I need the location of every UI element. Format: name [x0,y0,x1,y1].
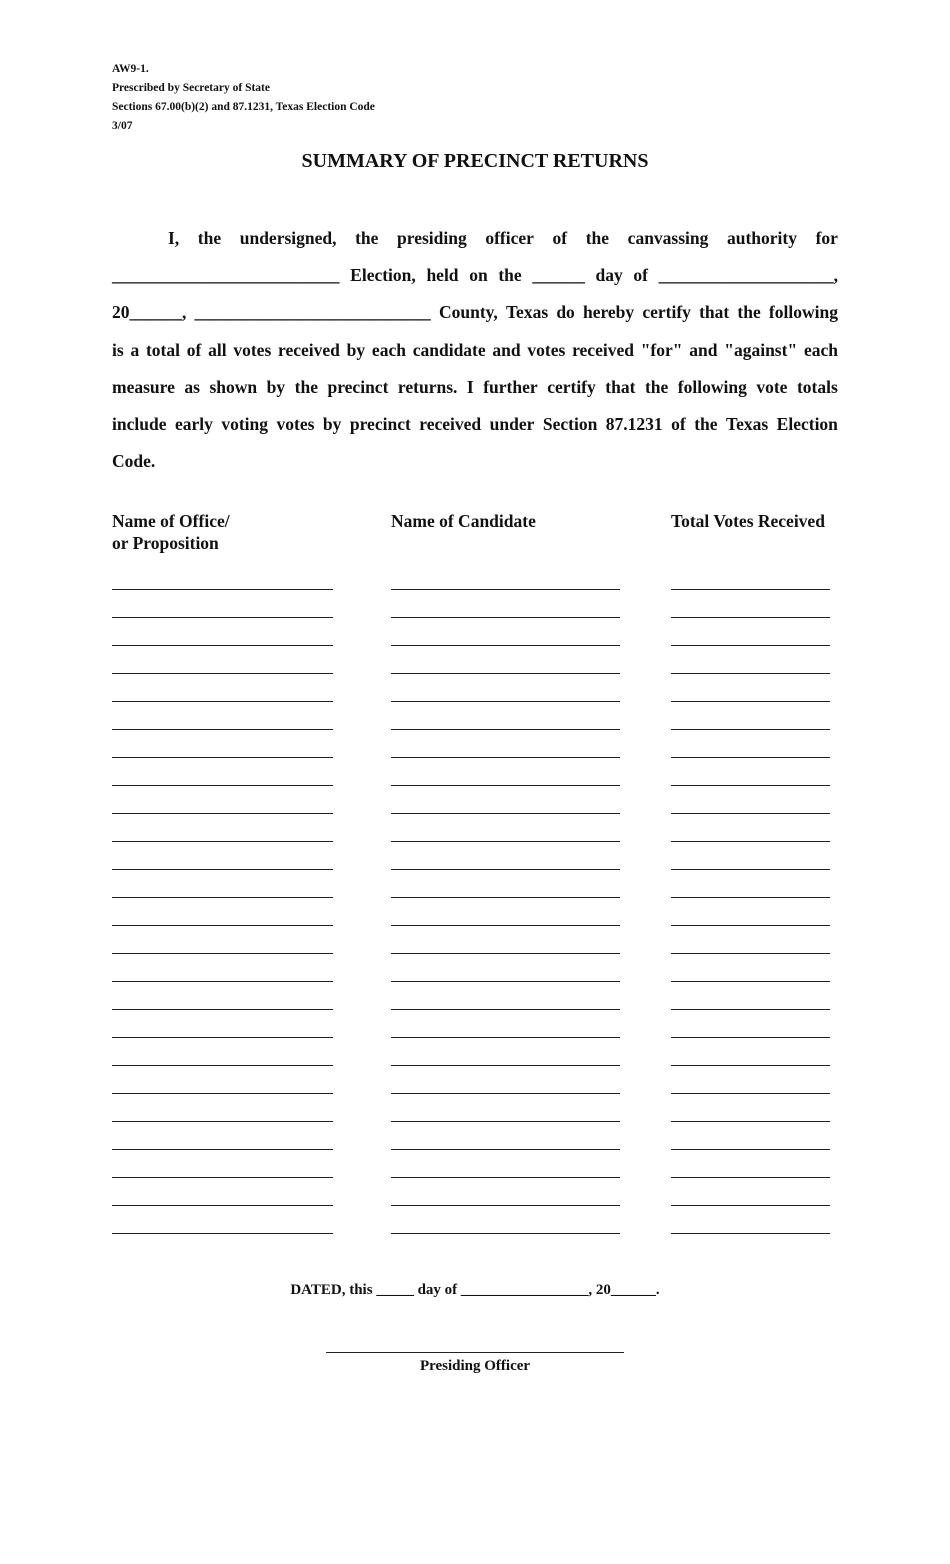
certification-word: authority [727,228,797,248]
candidate-entry-line[interactable] [391,785,620,786]
candidate-entry-line[interactable] [391,1037,620,1038]
office-entry-line[interactable] [112,1205,333,1206]
candidate-entry-line[interactable] [391,701,620,702]
candidate-entry-line[interactable] [391,589,620,590]
certification-word: following [768,302,838,323]
votes-entry-line[interactable] [671,897,830,898]
office-entry-line[interactable] [112,1037,333,1038]
office-entry-line[interactable] [112,1149,333,1150]
office-entry-line[interactable] [112,981,333,982]
certification-word: I [466,376,474,397]
certification-word: "against" [724,339,798,360]
column-header-votes: Total Votes Received [671,511,825,531]
certification-word: shown [209,376,258,397]
certification-word: votes [233,339,272,360]
office-entry-line[interactable] [112,1233,333,1234]
certification-line-6 [112,406,838,443]
votes-entry-line[interactable] [671,813,830,814]
certification-word: the [644,376,669,397]
certification-word: County, [438,302,498,323]
candidate-entry-line[interactable] [391,841,620,842]
certification-word: day [595,265,623,286]
candidate-entry-line[interactable] [391,1233,620,1234]
office-entry-line[interactable] [112,925,333,926]
office-entry-line[interactable] [112,673,333,674]
column-header-office-line-2: or Proposition [112,533,219,553]
certification-word: canvassing [627,228,709,248]
certification-paragraph [112,220,838,480]
candidate-entry-line[interactable] [391,617,620,618]
signature-line[interactable] [326,1352,624,1353]
candidate-entry-line[interactable] [391,1149,620,1150]
certification-word: Texas [726,413,769,434]
certification-word: the [294,376,318,397]
certification-word: "for" [640,339,683,360]
certification-word: received [278,339,340,360]
certification-word: received [419,413,482,434]
votes-entry-line[interactable] [671,1121,830,1122]
votes-entry-line[interactable] [671,1205,830,1206]
statute-sections: Sections 67.00(b)(2) and 87.1231, Texas Election Code [112,101,375,113]
office-entry-line[interactable] [112,785,333,786]
votes-entry-line[interactable] [671,841,830,842]
votes-entry-line[interactable] [671,869,830,870]
certification-word: that [605,376,636,397]
candidate-entry-line[interactable] [391,1177,620,1178]
certification-line-5 [112,369,838,406]
certification-word: measure [112,376,175,397]
certification-word: by [322,413,342,434]
certification-word: certify [642,302,691,323]
certification-word: and [492,339,521,360]
office-entry-line[interactable] [112,617,333,618]
candidate-entry-line[interactable] [391,813,620,814]
office-entry-line[interactable] [112,1009,333,1010]
votes-entry-line[interactable] [671,1065,830,1066]
certification-word: under [489,413,535,434]
certification-word: total [145,339,180,360]
office-entry-line[interactable] [112,869,333,870]
office-entry-line[interactable] [112,701,333,702]
office-entry-line[interactable] [112,841,333,842]
candidate-entry-line[interactable] [391,953,620,954]
certification-word: candidate [412,339,486,360]
candidate-entry-line[interactable] [391,1121,620,1122]
certification-word[interactable]: ____________________, [658,265,838,286]
office-entry-line[interactable] [112,1093,333,1094]
certification-word: precinct [327,376,389,397]
certification-word: votes [527,339,566,360]
dated-line: DATED, this _____ day of _________________, 20______. [290,1282,660,1298]
certification-word: undersigned, [239,228,337,248]
certification-word: each [371,339,406,360]
certification-word: Election, [350,265,416,286]
office-entry-line[interactable] [112,729,333,730]
candidate-entry-line[interactable] [391,1009,620,1010]
certification-word: early [174,413,213,434]
certification-word: 87.1231 [605,413,663,434]
form-revision: 3/07 [112,120,133,132]
certification-word: the [498,265,522,286]
votes-entry-line[interactable] [671,953,830,954]
votes-entry-line[interactable] [671,645,830,646]
office-entry-line[interactable] [112,813,333,814]
certification-word: totals [796,376,838,397]
certification-word[interactable]: ___________________________ [194,302,431,323]
certification-word: include [112,413,167,434]
candidate-entry-line[interactable] [391,1065,620,1066]
office-entry-line[interactable] [112,897,333,898]
office-entry-line[interactable] [112,953,333,954]
votes-entry-line[interactable] [671,589,830,590]
certification-word: of [671,413,686,434]
certification-word[interactable]: __________________________ [112,265,340,286]
certification-line-4 [112,332,838,369]
office-entry-line[interactable] [112,645,333,646]
votes-entry-line[interactable] [671,729,830,730]
office-entry-line[interactable] [112,1121,333,1122]
certification-word: votes [276,413,315,434]
certification-word[interactable]: ______ [532,265,585,286]
votes-entry-line[interactable] [671,617,830,618]
certification-word: as [184,376,200,397]
prescribed-by: Prescribed by Secretary of State [112,82,270,94]
certification-word: on [469,265,488,286]
votes-entry-line[interactable] [671,1009,830,1010]
certification-word: is [112,339,124,360]
certification-line-1 [112,220,838,257]
certification-word: hereby [582,302,635,323]
certification-word: received [572,339,634,360]
certification-word: by [266,376,286,397]
office-entry-line[interactable] [112,1065,333,1066]
certification-word: certify [547,376,596,397]
certification-word: each [803,339,838,360]
votes-entry-line[interactable] [671,925,830,926]
candidate-entry-line[interactable] [391,757,620,758]
certification-word: the [694,413,718,434]
office-entry-line[interactable] [112,757,333,758]
certification-word: precinct [349,413,411,434]
candidate-entry-line[interactable] [391,925,620,926]
candidate-entry-line[interactable] [391,897,620,898]
certification-word: for [815,228,838,248]
certification-word: voting [221,413,269,434]
certification-word: of [552,228,568,248]
certification-word: I, [168,228,180,248]
certification-word: by [346,339,366,360]
office-entry-line[interactable] [112,1177,333,1178]
certification-word: officer [485,228,534,248]
votes-entry-line[interactable] [671,981,830,982]
votes-entry-line[interactable] [671,673,830,674]
page-title: SUMMARY OF PRECINCT RETURNS [301,150,649,172]
votes-entry-line[interactable] [671,1093,830,1094]
votes-entry-line[interactable] [671,701,830,702]
candidate-entry-line[interactable] [391,673,620,674]
certification-word: all [208,339,227,360]
votes-entry-line[interactable] [671,1149,830,1150]
certification-word: of [633,265,648,286]
certification-word: returns. [397,376,458,397]
certification-line-3 [112,294,838,331]
certification-word: following [677,376,747,397]
certification-word: the [585,228,610,248]
certification-line-2 [112,257,838,294]
certification-word: a [130,339,140,360]
votes-entry-line[interactable] [671,1177,830,1178]
column-header-office [112,510,230,554]
votes-entry-line[interactable] [671,785,830,786]
certification-word: Election [776,413,838,434]
certification-word: the [355,228,379,248]
form-number: AW9-1. [112,63,149,75]
candidate-entry-line[interactable] [391,1093,620,1094]
certification-word[interactable]: 20______, [112,302,187,323]
certification-word: the [737,302,761,323]
column-header-office-line-1: Name of Office/ [112,511,230,531]
candidate-entry-line[interactable] [391,869,620,870]
certification-word: further [483,376,538,397]
certification-word: held [426,265,459,286]
certification-word: do [556,302,575,323]
certification-word: the [197,228,222,248]
certification-word: and [689,339,718,360]
votes-entry-line[interactable] [671,1037,830,1038]
column-header-candidate: Name of Candidate [391,511,536,531]
certification-line-7: Code. [112,451,156,472]
form-header [112,60,375,136]
candidate-entry-line[interactable] [391,1205,620,1206]
office-entry-line[interactable] [112,589,333,590]
certification-word: that [699,302,730,323]
certification-word: Texas [505,302,549,323]
certification-word: Section [542,413,598,434]
candidate-entry-line[interactable] [391,729,620,730]
certification-word: vote [756,376,788,397]
votes-entry-line[interactable] [671,757,830,758]
candidate-entry-line[interactable] [391,645,620,646]
certification-word: of [186,339,202,360]
certification-word: presiding [397,228,467,248]
votes-entry-line[interactable] [671,1233,830,1234]
candidate-entry-line[interactable] [391,981,620,982]
signature-label: Presiding Officer [419,1358,531,1374]
